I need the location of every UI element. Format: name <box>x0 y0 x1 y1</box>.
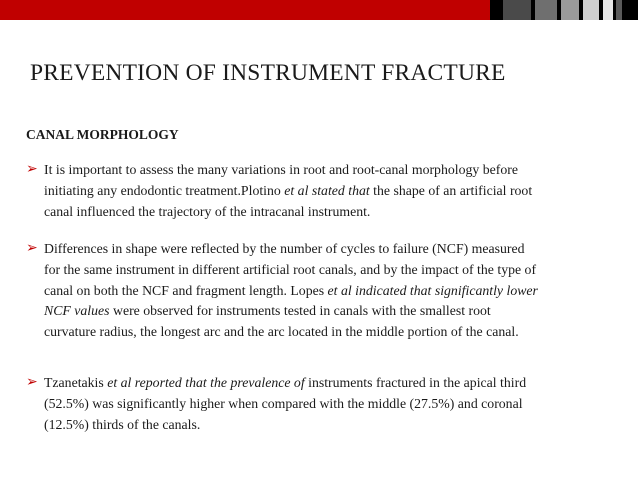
bullet-item <box>26 239 634 343</box>
header-accent-stripe <box>0 0 490 20</box>
text-run: (52.5%) was significantly higher when compared with the middle (27.5%) and coronal <box>44 395 523 411</box>
text-run: initiating any endodontic treatment.Plotino <box>44 182 285 198</box>
bullet-line <box>44 394 634 415</box>
text-run: Tzanetakis <box>44 375 108 390</box>
text-run: (12.5%) thirds of the canals. <box>44 416 201 432</box>
text-run: instruments fractured in the apical third <box>304 375 527 390</box>
bullet-text <box>44 239 634 343</box>
italic-text-run: et al stated that <box>284 182 370 198</box>
bullet-item <box>26 373 634 435</box>
bullet-line <box>44 322 634 343</box>
arrow-bullet-icon: ➢ <box>26 162 38 177</box>
italic-text-run: NCF values <box>44 303 110 319</box>
bullet-line <box>44 301 634 322</box>
bullet-line <box>44 373 634 394</box>
arrow-bullet-icon: ➢ <box>26 375 38 390</box>
bullet-line <box>44 415 634 436</box>
text-run: were observed for instruments tested in canals with the smallest root <box>109 303 491 319</box>
header-gradient-block <box>583 0 599 20</box>
header-gradient-block <box>535 0 557 20</box>
bullet-item <box>26 160 634 222</box>
bullet-line <box>44 260 634 281</box>
header-gradient-block <box>603 0 613 20</box>
bullet-line <box>44 239 634 260</box>
header-gradient-block <box>503 0 531 20</box>
text-run: curvature radius, the longest arc and the arc located in the middle portion of the canal. <box>44 324 519 340</box>
text-run: the shape of an artificial root <box>369 182 533 198</box>
text-run: for the same instrument in different artificial root canals, and by the impact of the type of <box>44 261 537 277</box>
arrow-bullet-icon: ➢ <box>26 241 38 256</box>
bullet-line <box>44 181 634 202</box>
bullet-line <box>44 202 634 223</box>
header-gradient-block <box>561 0 579 20</box>
text-run: canal on both the NCF and fragment length. Lopes <box>44 282 328 298</box>
bullet-line <box>44 160 634 181</box>
italic-text-run: et al indicated that significantly lower <box>327 282 538 298</box>
text-run: Differences in shape were reflected by the number of cycles to failure (NCF) measured <box>44 241 525 256</box>
text-run: It is important to assess the many variations in root and root-canal morphology before <box>44 162 518 177</box>
bullet-text <box>44 373 634 435</box>
bullet-text <box>44 160 634 222</box>
section-heading: CANAL MORPHOLOGY <box>26 127 179 142</box>
text-run: canal influenced the trajectory of the intracanal instrument. <box>44 203 371 219</box>
italic-text-run: et al reported that the prevalence of <box>107 375 305 390</box>
bullet-line <box>44 281 634 302</box>
slide-title: PREVENTION OF INSTRUMENT FRACTURE <box>30 60 506 86</box>
header-gradient-block <box>616 0 622 20</box>
header-bar <box>0 0 638 20</box>
